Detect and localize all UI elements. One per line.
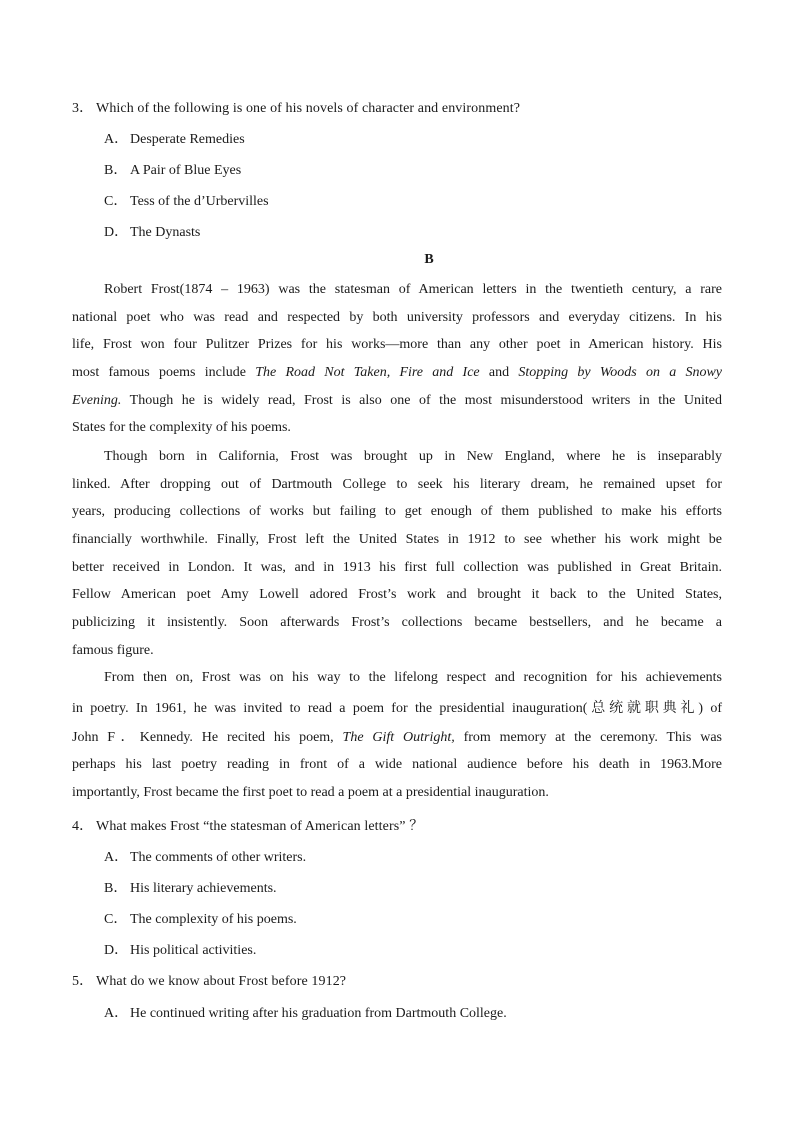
passage-line: perhaps his last poetry reading in front of a wide national audience before his death in 1963.More [72, 757, 722, 773]
passage-line: better received in London. It was, and in 1913 his first full collection was published in Great Britain. [72, 559, 722, 575]
option-text: Tess of the d’Urbervilles [130, 194, 269, 209]
passage-line: Robert Frost(1874 – 1963) was the statesman of American letters in the twentieth century, a rare [104, 282, 722, 297]
passage-line: linked. After dropping out of Dartmouth College to seek his literary dream, he remained upset for [72, 476, 722, 492]
question-number: 5． [72, 974, 94, 989]
passage-text: from memory at the ceremony. This was [454, 729, 722, 745]
question-5 [72, 970, 346, 990]
passage-line: famous figure. [72, 642, 154, 658]
poem-title: The Gift Outright, [342, 729, 455, 745]
passage-line: States for the complexity of his poems. [72, 420, 291, 436]
passage-line: life, Frost won four Pulitzer Prizes for his works—more than any other poet in American history. His [72, 337, 722, 353]
passage-line: years, producing collections of works but failing to get enough of them published to make his efforts [72, 504, 722, 520]
question-3 [72, 97, 520, 117]
passage-line [72, 387, 722, 415]
poem-title: The Road Not Taken, Fire and Ice [255, 365, 480, 381]
option-text: His literary achievements. [130, 881, 277, 896]
option-label: C． [104, 194, 128, 209]
option-label: A． [104, 1006, 129, 1021]
passage-text: ) of [698, 700, 723, 716]
question-4 [72, 815, 423, 835]
passage-text: Though he is widely read, Frost is also one of the most misunderstood writers in the United [121, 392, 722, 408]
passage-line: Fellow American poet Amy Lowell adored Frost’s work and brought it back to the United States, [72, 587, 722, 603]
question-text: What makes Frost “the statesman of American letters” ？ [96, 819, 424, 834]
option-label: C． [104, 912, 128, 927]
passage-line: Though born in California, Frost was brought up in New England, where he is inseparably [104, 449, 722, 464]
passage-line: national poet who was read and respected by both university professors and everyday citizens. In his [72, 309, 722, 325]
question-text: Which of the following is one of his novels of character and environment? [96, 101, 521, 116]
passage-line [72, 724, 722, 752]
passage-text: in poetry. In 1961, he was invited to read a poem for the presidential inauguration( [72, 700, 588, 716]
chinese-gloss: 总统就职典礼 [587, 699, 699, 716]
passage-line: publicizing it insistently. Soon afterwards Frost’s collections became bestsellers, and he became a [72, 615, 722, 631]
q4-option-d [104, 939, 256, 959]
option-label: B． [104, 881, 128, 896]
option-text: His political activities. [130, 943, 257, 958]
option-text: The Dynasts [130, 225, 201, 240]
passage-paragraph-1 [72, 276, 722, 442]
option-text: He continued writing after his graduation from Dartmouth College. [130, 1006, 507, 1021]
option-text: The comments of other writers. [130, 850, 307, 865]
section-title: B [424, 252, 434, 267]
passage-paragraph-3 [72, 664, 722, 807]
q3-option-a [104, 128, 245, 148]
question-text: What do we know about Frost before 1912? [96, 974, 347, 989]
passage-paragraph-2 [72, 443, 722, 665]
q3-option-d [104, 221, 200, 241]
option-label: B． [104, 163, 128, 178]
option-text: A Pair of Blue Eyes [130, 163, 242, 178]
passage-text: most famous poems include [72, 365, 256, 381]
q4-option-c [104, 908, 297, 928]
passage-text: John F．Kennedy. He recited his poem, [72, 729, 343, 745]
poem-title: Stopping by Woods on a Snowy [518, 365, 722, 381]
option-label: A． [104, 132, 129, 147]
poem-title: Evening. [72, 392, 122, 408]
q4-option-a [104, 846, 306, 866]
q3-option-b [104, 159, 241, 179]
passage-line: From then on, Frost was on his way to the lifelong respect and recognition for his achievements [104, 670, 722, 685]
passage-line: financially worthwhile. Finally, Frost left the United States in 1912 to see whether his work might be [72, 532, 722, 548]
passage-line [72, 359, 722, 387]
passage-text: and [479, 365, 519, 381]
option-text: Desperate Remedies [130, 132, 245, 147]
question-number: 4． [72, 819, 94, 834]
question-number: 3． [72, 101, 94, 116]
passage-line [72, 692, 722, 724]
option-label: D． [104, 943, 129, 958]
option-label: A． [104, 850, 129, 865]
option-text: The complexity of his poems. [130, 912, 297, 927]
q3-option-c [104, 190, 269, 210]
passage-line: importantly, Frost became the first poet to read a poem at a presidential inauguration. [72, 785, 549, 801]
q5-option-a [104, 1002, 507, 1022]
option-label: D． [104, 225, 129, 240]
q4-option-b [104, 877, 277, 897]
